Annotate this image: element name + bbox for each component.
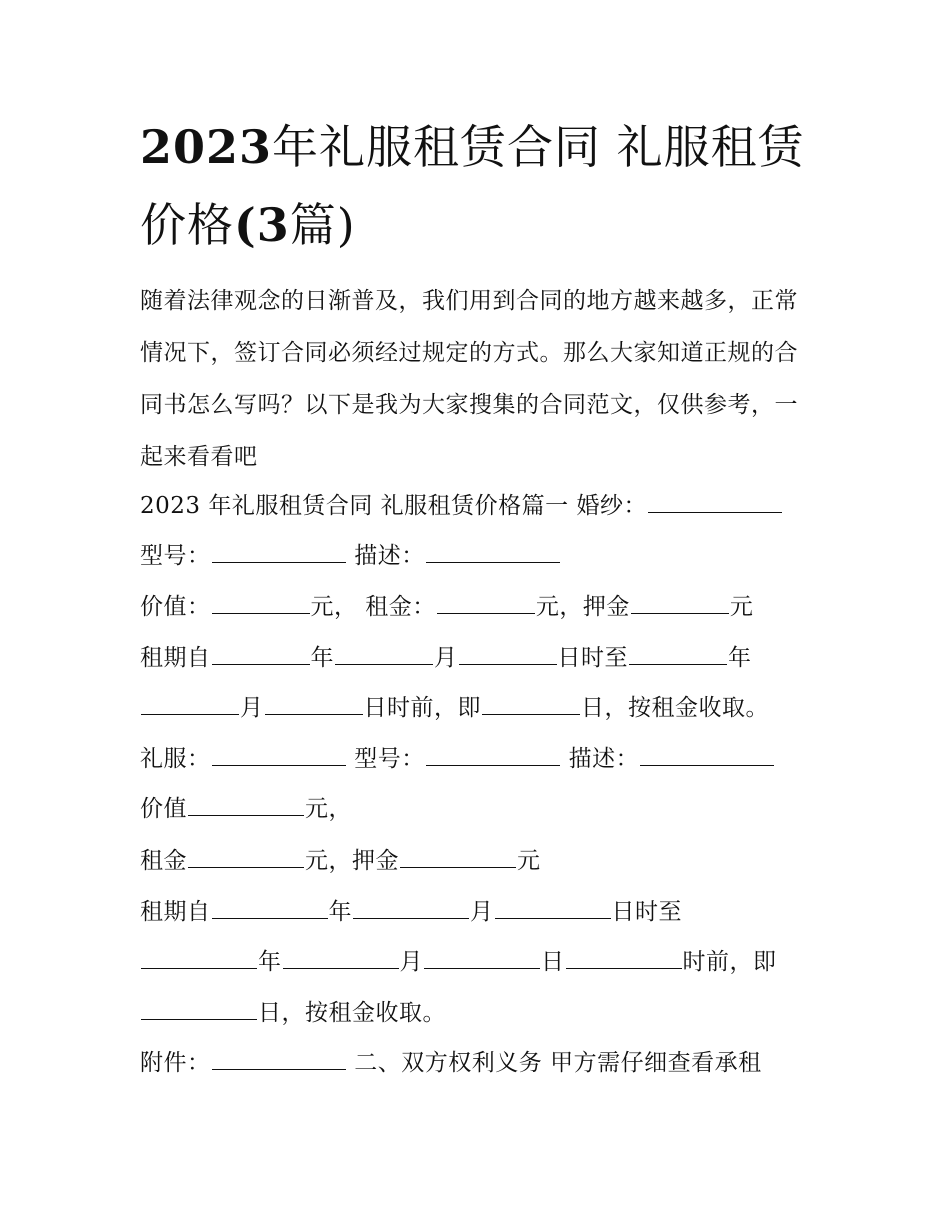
intro-paragraph: 随着法律观念的日渐普及，我们用到合同的地方越来越多，正常情况下，签订合同必须经过规定的方式。那么大家知道正规的合同书怎么写吗？以下是我为大家搜集的合同范文，仅供参考，一起来看看吧 [140, 288, 798, 470]
contract-line-model [140, 540, 561, 571]
fill-blank [188, 845, 304, 868]
line4-year: 年 [310, 645, 334, 671]
contract-line-formal-dress [140, 743, 775, 774]
fill-blank [212, 540, 346, 563]
title-main: 年礼服租赁合同 礼服租赁价格 [140, 120, 805, 252]
line4-year-end: 年 [728, 645, 752, 671]
contract-line-period-start [140, 642, 752, 673]
title-suffix: 篇) [289, 198, 356, 252]
line5-before: 日时前，即 [363, 695, 481, 721]
fill-blank [400, 845, 516, 868]
line10-day: 日 [541, 949, 565, 975]
line10-year: 年 [258, 949, 282, 975]
fill-blank [482, 692, 580, 715]
contract-line-dress-rent [140, 845, 541, 876]
fill-blank [426, 540, 560, 563]
line4-month: 月 [434, 645, 458, 671]
fill-blank [212, 743, 346, 766]
contract-line-value [140, 591, 753, 622]
fill-blank [283, 946, 399, 969]
fill-blank [648, 490, 782, 513]
fill-blank [353, 896, 469, 919]
title-count: (3 [234, 198, 290, 252]
title-year: 2023 [140, 120, 273, 174]
fill-blank [495, 896, 611, 919]
line9-year: 年 [328, 899, 352, 925]
fill-blank [437, 591, 535, 614]
line9-label: 租期自 [140, 899, 211, 925]
line3-unit: 元 [729, 594, 754, 620]
fill-blank [335, 642, 433, 665]
fill-blank [629, 642, 727, 665]
contract-line-dress-charge [140, 997, 446, 1028]
fill-blank [426, 743, 560, 766]
fill-blank [424, 946, 540, 969]
fill-blank [212, 1047, 346, 1070]
line1-text: 2023 年礼服租赁合同 礼服租赁价格篇一 婚纱： [140, 493, 647, 519]
contract-line-wedding-dress [140, 490, 783, 521]
line3-label-rent: 元， 租金： [310, 594, 436, 620]
fill-blank [566, 946, 682, 969]
line9-month: 月 [470, 899, 494, 925]
line4-until: 日时至 [557, 645, 628, 671]
line12-label: 附件： [140, 1050, 211, 1076]
fill-blank [212, 591, 310, 614]
line10-before: 时前，即 [682, 949, 777, 975]
line4-label: 租期自 [140, 645, 211, 671]
line2-label-model: 型号： [140, 543, 211, 569]
fill-blank [188, 793, 304, 816]
fill-blank [212, 896, 328, 919]
line5-charge: 日，按租金收取。 [581, 695, 769, 721]
line5-month: 月 [240, 695, 264, 721]
line6-label-model: 型号： [346, 746, 425, 772]
contract-line-dress-period-end [140, 946, 777, 977]
line3-label-value: 价值： [140, 594, 211, 620]
fill-blank [631, 591, 729, 614]
contract-line-dress-period-start [140, 896, 682, 927]
fill-blank [212, 642, 310, 665]
line12-rights: 二、双方权利义务 甲方需仔细查看承租 [346, 1050, 762, 1076]
line7-label: 价值 [140, 796, 187, 822]
line6-label-dress: 礼服： [140, 746, 211, 772]
fill-blank [141, 692, 239, 715]
contract-line-period-end [140, 692, 769, 723]
line8-deposit: 元，押金 [305, 848, 399, 874]
fill-blank [640, 743, 774, 766]
contract-line-dress-value [140, 793, 352, 824]
line11-charge: 日，按租金收取。 [258, 1000, 446, 1026]
line8-unit: 元 [517, 848, 541, 874]
line6-label-desc: 描述： [560, 746, 640, 772]
fill-blank [459, 642, 557, 665]
line3-label-deposit: 元，押金 [535, 594, 630, 620]
line8-label: 租金 [140, 848, 187, 874]
line2-label-desc: 描述： [346, 543, 425, 569]
line10-month: 月 [399, 949, 423, 975]
line7-unit: 元， [305, 796, 352, 822]
fill-blank [141, 997, 257, 1020]
fill-blank [265, 692, 363, 715]
fill-blank [141, 946, 257, 969]
line9-until: 日时至 [611, 899, 682, 925]
contract-line-attachment [140, 1047, 762, 1078]
document-title [140, 108, 820, 264]
